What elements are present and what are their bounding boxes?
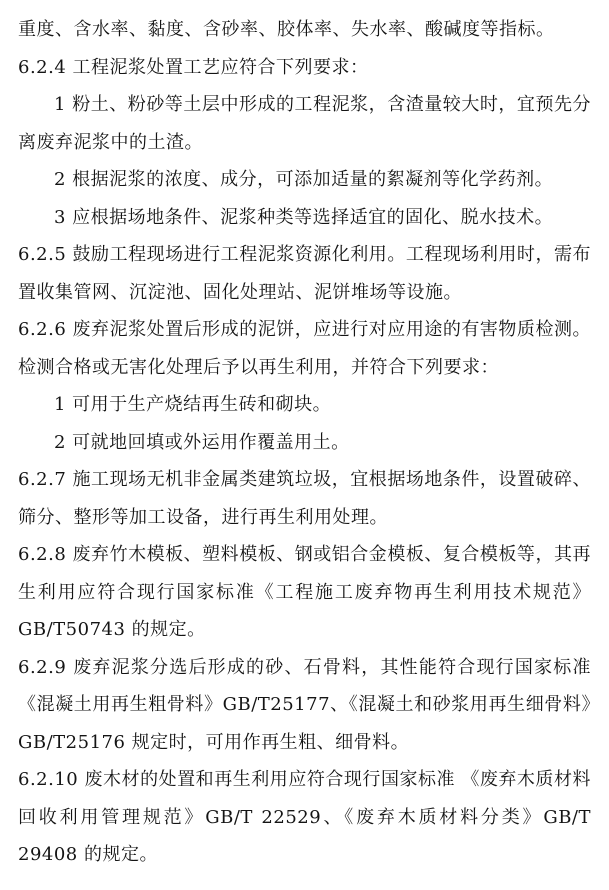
- clause-6-2-5: 6.2.5 鼓励工程现场进行工程泥浆资源化利用。工程现场利用时，需布置收集管网、沉淀池、固化处理站、泥饼堆场等设施。: [18, 244, 591, 303]
- clause-6-2-7: 6.2.7 施工现场无机非金属类建筑垃圾，宜根据场地条件，设置破碎、筛分、整形等加工设备，进行再生利用处理。: [18, 469, 591, 528]
- clause-6-2-6-item-1: 1 可用于生产烧结再生砖和砌块。: [54, 394, 332, 415]
- clause-6-2-4: 6.2.4 工程泥浆处置工艺应符合下列要求：: [18, 56, 369, 78]
- clause-6-2-6: 6.2.6 废弃泥浆处置后形成的泥饼，应进行对应用途的有害物质检测。检测合格或无害化处理后予以再生利用，并符合下列要求：: [18, 319, 591, 378]
- clause-6-2-4-item-1: 1 粉土、粉砂等土层中形成的工程泥浆，含渣量较大时，宜预先分离废弃泥浆中的土渣。: [18, 94, 591, 153]
- clause-6-2-9: 6.2.9 废弃泥浆分选后形成的砂、石骨料，其性能符合现行国家标准《混凝土用再生粗骨料》GB/T25177、《混凝土和砂浆用再生细骨料》GB/T25176 规定时，可用作再生粗、细骨料。: [18, 656, 591, 753]
- clause-6-2-8: 6.2.8 废弃竹木模板、塑料模板、钢或铝合金模板、复合模板等，其再生利用应符合现行国家标准《工程施工废弃物再生利用技术规范》GB/T50743 的规定。: [18, 544, 591, 640]
- clause-6-2-6-item-2: 2 可就地回填或外运用作覆盖用土。: [54, 431, 350, 453]
- document-body: [18, 11, 591, 874]
- paragraph-continuation: 重度、含水率、黏度、含砂率、胶体率、失水率、酸碱度等指标。: [18, 19, 555, 40]
- clause-6-2-4-item-2: 2 根据泥浆的浓度、成分，可添加适量的絮凝剂等化学药剂。: [54, 169, 554, 190]
- clause-6-2-10: 6.2.10 废木材的处置和再生利用应符合现行国家标准 《废弃木质材料回收利用管理规范》GB/T 22529、《废弃木质材料分类》GB/T 29408 的规定。: [18, 769, 591, 865]
- clause-6-2-4-item-3: 3 应根据场地条件、泥浆种类等选择适宜的固化、脱水技术。: [54, 206, 554, 228]
